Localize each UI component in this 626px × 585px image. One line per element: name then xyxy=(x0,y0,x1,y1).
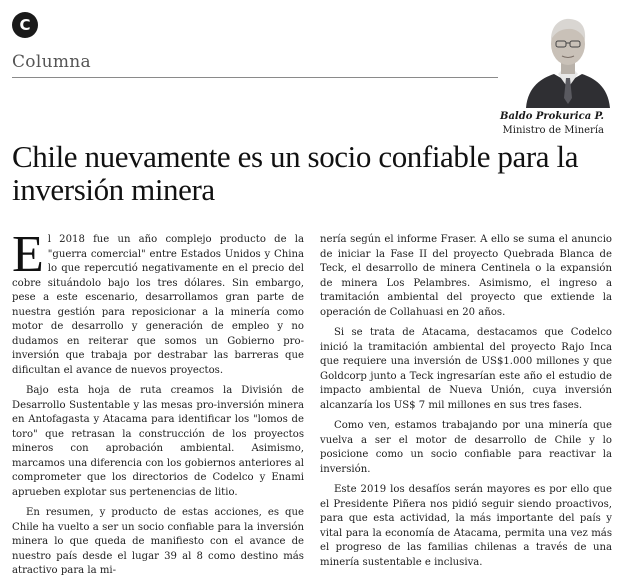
article-column-left xyxy=(12,226,304,585)
paragraph: nería según el informe Fraser. A ello se suma el anuncio de iniciar la Fase II del proyecto Quebrada Blanca de Teck, el desarrollo de minera Centinela o la expansión de minera Los Pelambres. Asimismo, el ingreso a tramitación ambiental del proyecto que extiende la operación de Collahuasi en 20 años. xyxy=(320,234,612,318)
author-name: Baldo Prokurica P. xyxy=(500,111,604,122)
article-column-right xyxy=(320,233,612,576)
paragraph: Si se trata de Atacama, destacamos que Codelco inició la tramitación ambiental del proyecto Rajo Inca que requiere una inversión de US$1.000 millones y que Goldcorp junto a Teck ingresarían este año el estudio de impacto ambiental de Nueva Unión, cuya inversión alcanzaría los US$ 7 mil millones en sus tres fases. xyxy=(320,327,612,411)
paragraph xyxy=(12,226,304,378)
paragraph-text: l 2018 fue un año complejo producto de la "guerra comercial" entre Estados Unidos y China lo que repercutió negativamente en el precio del cobre situándolo bajo los tres dólares. Sin embargo, pese a este escenario, desarrollamos gran parte de nuestra gestión para reposicionar a la minería como motor de desarrollo y generación de empleo y no dudamos en reiterar que somos un Gobierno pro-inversión que trabaja por destrabar las barreras que dificultan el avance de nuevos proyectos. xyxy=(12,234,304,376)
dropcap: E xyxy=(12,226,44,283)
badge-letter: C xyxy=(19,16,31,34)
author-photo xyxy=(524,8,612,108)
paragraph: Este 2019 los desafíos serán mayores es por ello que el Presidente Piñera nos pidió seguir siendo proactivos, para que esta actividad, la más importante del país y vital para la economía de Atacama, permita una vez más el progreso de las familias chilenas a través de una minería sustentable e inclusiva. xyxy=(320,484,612,568)
section-label: Columna xyxy=(12,52,91,72)
paragraph: Bajo esta hoja de ruta creamos la División de Desarrollo Sustentable y las mesas pro-inversión minera en Antofagasta y Atacama para identificar los "lomos de toro" que retrasan la construcción de los proyectos mineros con aprobación ambiental. Asimismo, marcamos una diferencia con los gobiernos anteriores al comprometer que los directorios de Codelco y Enami aprueben explotar sus pertenencias de litio. xyxy=(12,385,304,498)
column-badge xyxy=(12,12,38,38)
headline: Chile nuevamente es un socio confiable para la inversión minera xyxy=(12,139,579,207)
paragraph: Como ven, estamos trabajando por una minería que vuelva a ser el motor de desarrollo de Chile y lo posicione como un socio confiable para reactivar la inversión. xyxy=(320,420,612,475)
paragraph: En resumen, y producto de estas acciones, es que Chile ha vuelto a ser un socio confiable para la inversión minera lo que queda de manifiesto con el avance de nuestro país desde el lugar 39 al 8 como destino más atractivo para la mi- xyxy=(12,507,304,576)
author-role: Ministro de Minería xyxy=(502,125,604,136)
author-portrait-icon xyxy=(524,8,612,108)
header-divider xyxy=(12,77,498,78)
author-byline xyxy=(500,110,604,138)
